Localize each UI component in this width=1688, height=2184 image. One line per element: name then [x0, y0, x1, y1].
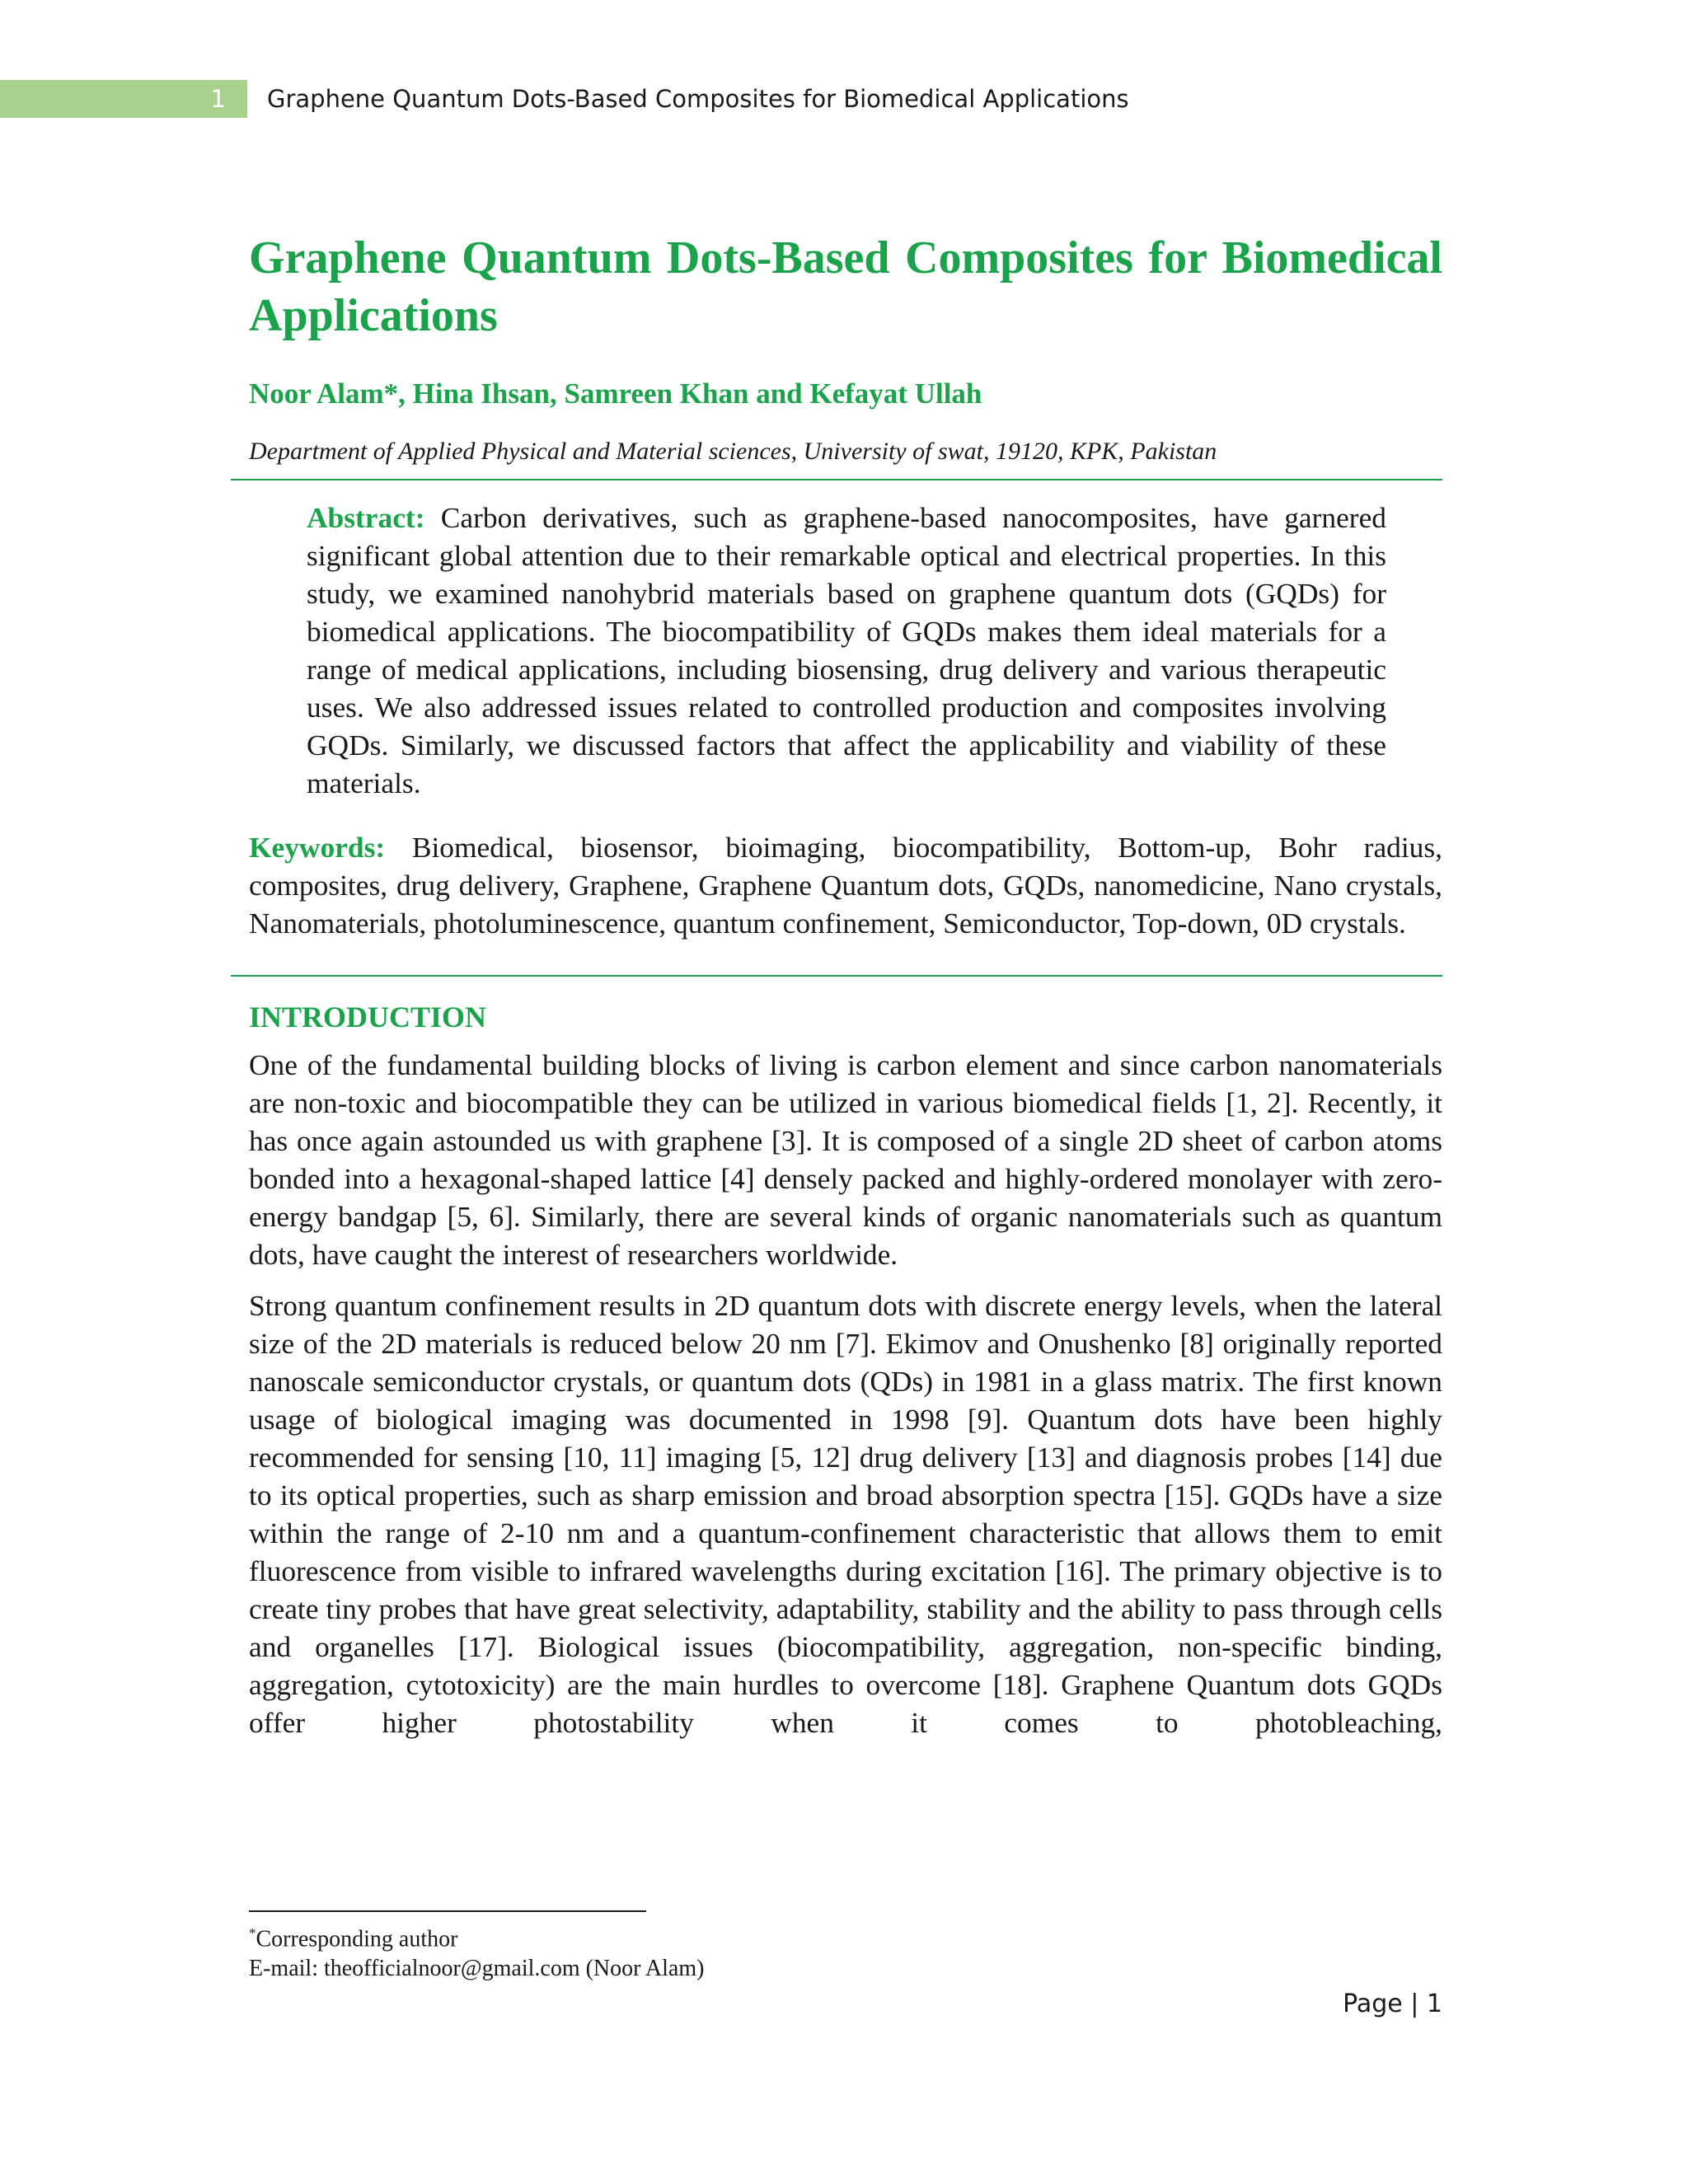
divider: [231, 975, 1442, 977]
abstract: [307, 499, 1386, 802]
page-footer: Page | 1: [1343, 1990, 1442, 2018]
footnote-email: E-mail: theofficialnoor@gmail.com (Noor Alam): [249, 1956, 705, 1982]
footnote-marker: *: [249, 1925, 256, 1941]
body-paragraph: Strong quantum confinement results in 2D quantum dots with discrete energy levels, when the lateral size of the 2D materials is reduced below 20 nm [7]. Ekimov and Onushenko [8] originally reported nanoscale semiconductor crystals, or quantum dots (QDs) in 1981 in a glass matrix. The first known usage of biological imaging was documented in 1998 [9]. Quantum dots have been highly recommended for sensing [10, 11] imaging [5, 12] drug delivery [13] and diagnosis probes [14] due to its optical properties, such as sharp emission and broad absorption spectra [15]. GQDs have a size within the range of 2-10 nm and a quantum-confinement characteristic that allows them to emit fluorescence from visible to infrared wavelengths during excitation [16]. The primary objective is to create tiny probes that have great selectivity, adaptability, stability and the ability to pass through cells and organelles [17]. Biological issues (biocompatibility, aggregation, non-specific binding, aggregation, cytotoxicity) are the main hurdles to overcome [18]. Graphene Quantum dots GQDs offer higher photostability when it comes to photobleaching,: [249, 1289, 1442, 1739]
divider: [231, 479, 1442, 480]
paper-body: [249, 229, 1442, 1741]
header-page-number: 1: [210, 85, 226, 113]
paper-title: Graphene Quantum Dots-Based Composites for Biomedical Applications: [249, 232, 1442, 341]
footnote-line1: Corresponding author: [256, 1926, 458, 1952]
author-list: Noor Alam*, Hina Ihsan, Samreen Khan and Kefayat Ullah: [249, 377, 982, 410]
section-heading-introduction: INTRODUCTION: [249, 1001, 487, 1033]
footnote-rule: [249, 1910, 646, 1912]
keywords-label: Keywords:: [249, 831, 386, 864]
keywords: [249, 828, 1442, 942]
abstract-text: Carbon derivatives, such as graphene-based nanocomposites, have garnered significant global attention due to their remarkable optical and electrical properties. In this study, we examined nanohybrid materials based on graphene quantum dots (GQDs) for biomedical applications. The biocompatibility of GQDs makes them ideal materials for a range of medical applications, including biosensing, drug delivery and various therapeutic uses. We also addressed issues related to controlled production and composites involving GQDs. Similarly, we discussed factors that affect the applicability and viability of these materials.: [307, 501, 1386, 799]
footnote: [249, 1919, 704, 1984]
footnote-corresponding: [249, 1919, 704, 1954]
abstract-label: Abstract:: [307, 501, 425, 534]
affiliation: Department of Applied Physical and Material sciences, University of swat, 19120, KPK, Pakistan: [249, 438, 1217, 465]
keywords-text: Biomedical, biosensor, bioimaging, biocompatibility, Bottom-up, Bohr radius, composites, drug delivery, Graphene, Graphene Quantum dots, GQDs, nanomedicine, Nano crystals, Nanomaterials, photoluminescence, quantum confinement, Semiconductor, Top-down, 0D crystals.: [249, 831, 1442, 940]
body-paragraph: One of the fundamental building blocks of living is carbon element and since carbon nanomaterials are non-toxic and biocompatible they can be utilized in various biomedical fields [1, 2]. Recently, it has once again astounded us with graphene [3]. It is composed of a single 2D sheet of carbon atoms bonded into a hexagonal-shaped lattice [4] densely packed and highly-ordered monolayer with zero-energy bandgap [5, 6]. Similarly, there are several kinds of organic nanomaterials such as quantum dots, have caught the interest of researchers worldwide.: [249, 1048, 1442, 1271]
running-header-title: Graphene Quantum Dots-Based Composites for Biomedical Applications: [267, 85, 1129, 113]
